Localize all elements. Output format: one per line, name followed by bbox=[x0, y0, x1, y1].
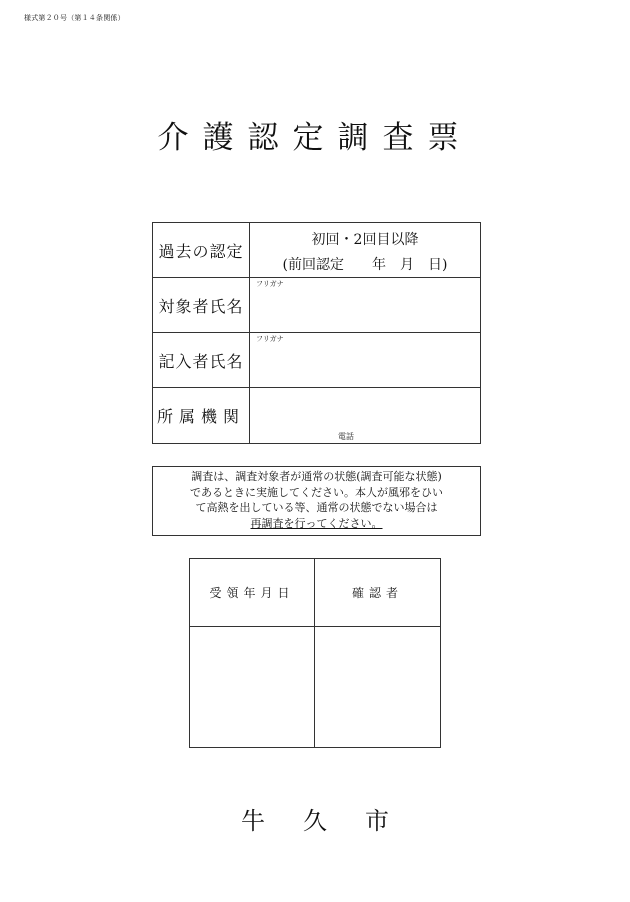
notice-line-1: 調査は、調査対象者が通常の状態(調査可能な状態) bbox=[191, 470, 442, 483]
subject-name-row bbox=[153, 278, 480, 333]
confirmer-field[interactable] bbox=[315, 627, 440, 747]
subject-name-field[interactable] bbox=[250, 278, 480, 332]
subject-name-label: 対象者氏名 bbox=[153, 278, 250, 332]
notice-line-3: て高熱を出している等、通常の状態でない場合は bbox=[195, 501, 438, 514]
survey-info-table bbox=[152, 222, 481, 444]
past-certification-row bbox=[153, 223, 480, 278]
received-date-header: 受領年月日 bbox=[190, 559, 315, 627]
form-number: 様式第２０号（第１４条関係） bbox=[24, 14, 125, 22]
subject-furigana-label: フリガナ bbox=[256, 280, 284, 288]
receipt-table bbox=[189, 558, 441, 748]
past-certification-label: 過去の認定 bbox=[153, 223, 250, 277]
received-date-field[interactable] bbox=[190, 627, 315, 747]
affiliation-field[interactable] bbox=[250, 388, 480, 443]
past-certification-options: 初回・2回目以降 bbox=[311, 232, 419, 248]
phone-label: 電話 bbox=[338, 432, 354, 441]
notice-line-4: 再調査を行ってください。 bbox=[250, 516, 383, 530]
document-title: 介護認定調査票 bbox=[157, 120, 473, 156]
notice-line-2: であるときに実施してください。本人が風邪をひい bbox=[190, 485, 443, 499]
writer-furigana-label: フリガナ bbox=[256, 335, 284, 343]
survey-notice bbox=[152, 466, 481, 536]
affiliation-label: 所属機関 bbox=[153, 388, 250, 443]
previous-certification-date: (前回認定 年 月 日) bbox=[282, 257, 448, 273]
confirmer-header: 確認者 bbox=[315, 559, 440, 627]
writer-name-label: 記入者氏名 bbox=[153, 333, 250, 387]
issuer-city: 牛久市 bbox=[241, 807, 427, 835]
writer-name-row bbox=[153, 333, 480, 388]
writer-name-field[interactable] bbox=[250, 333, 480, 387]
past-certification-value[interactable] bbox=[250, 223, 480, 277]
affiliation-row bbox=[153, 388, 480, 443]
